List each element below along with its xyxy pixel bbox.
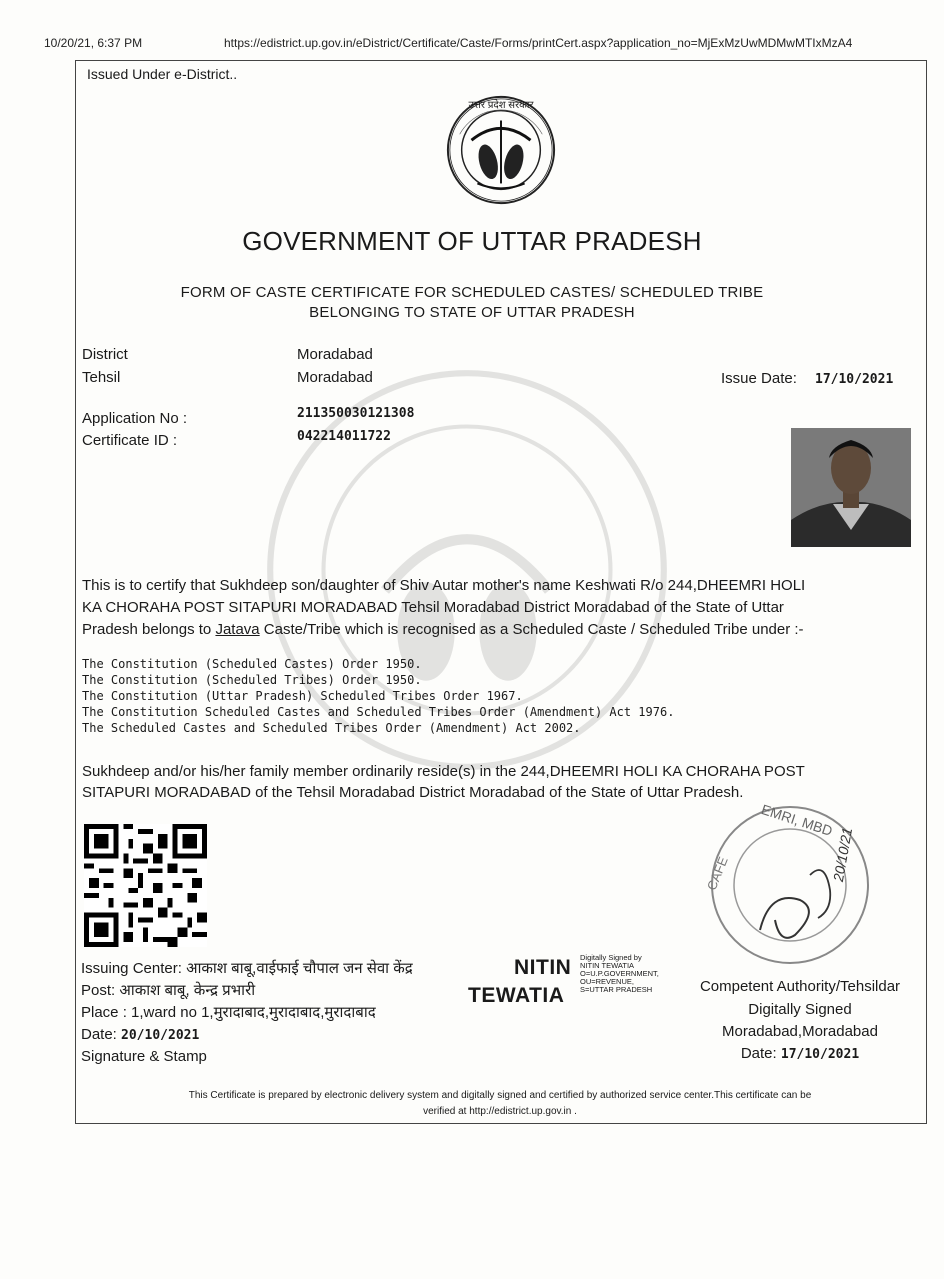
tehsil-label: Tehsil bbox=[82, 369, 121, 386]
applicant-photo bbox=[791, 428, 911, 547]
certify-line2: KA CHORAHA POST SITAPURI MORADABAD Tehsil Moradabad District Moradabad of the State of Uttar bbox=[82, 599, 784, 616]
stamp-text-top: EMRI, MBD bbox=[759, 800, 835, 840]
issued-under: Issued Under e-District.. bbox=[87, 66, 238, 82]
signature-stamp-label: Signature & Stamp bbox=[81, 1048, 207, 1065]
subtitle-line2: BELONGING TO STATE OF UTTAR PRADESH bbox=[309, 304, 635, 321]
authority-title: Competent Authority/Tehsildar bbox=[699, 978, 901, 995]
signer-name-last: TEWATIA bbox=[468, 984, 565, 1007]
district-label: District bbox=[82, 346, 128, 363]
district-value: Moradabad bbox=[297, 346, 373, 363]
issuing-post: Post: आकाश बाबू, केन्द्र प्रभारी bbox=[81, 982, 256, 999]
caste-name: Jatava bbox=[215, 621, 260, 638]
subtitle-line1: FORM OF CASTE CERTIFICATE FOR SCHEDULED CASTES/ SCHEDULED TRIBE bbox=[180, 284, 764, 301]
signer-name-first: NITIN bbox=[514, 956, 572, 979]
footer-note: This Certificate is prepared by electronic delivery system and digitally signed and certified by authorized service center.This certificate can be verified at http://edistrict.up.gov.in . bbox=[188, 1090, 812, 1117]
reside-line1: Sukhdeep and/or his/her family member ordinarily reside(s) in the 244,DHEEMRI HOLI KA CHORAHA POST bbox=[82, 763, 805, 780]
authority-place: Moradabad,Moradabad bbox=[722, 1023, 878, 1040]
handwritten-date: 20/10/21 bbox=[830, 826, 856, 883]
issuing-center: Issuing Center: आकाश बाबू,वाईफाई चौपाल जन सेवा केंद्र bbox=[81, 960, 413, 977]
order-item: The Constitution Scheduled Castes and Scheduled Tribes Order (Amendment) Act 1976. bbox=[82, 705, 675, 719]
emblem-text: उत्तर प्रदेश सरकार bbox=[468, 100, 534, 111]
authority-signed: Digitally Signed bbox=[748, 1001, 852, 1018]
certificate-id-label: Certificate ID : bbox=[82, 432, 178, 449]
stamp-text-side: CAFE bbox=[703, 854, 731, 893]
page-title: GOVERNMENT OF UTTAR PRADESH bbox=[242, 226, 702, 256]
tehsil-value: Moradabad bbox=[297, 369, 373, 386]
order-item: The Constitution (Uttar Pradesh) Scheduled Tribes Order 1967. bbox=[82, 689, 523, 703]
digital-signature-details: Digitally Signed by NITIN TEWATIA O=U.P.GOVERNMENT, OU=REVENUE, S=UTTAR PRADESH bbox=[580, 953, 659, 994]
qr-code bbox=[80, 824, 211, 947]
certificate-id-value: 042214011722 bbox=[297, 429, 391, 444]
order-item: The Constitution (Scheduled Tribes) Order 1950. bbox=[82, 673, 422, 687]
application-no-label: Application No : bbox=[82, 410, 188, 427]
issuing-place: Place : 1,ward no 1,मुरादाबाद,मुरादाबाद,मुरादाबाद bbox=[81, 1004, 376, 1021]
issuing-date: Date: 20/10/2021 bbox=[81, 1026, 200, 1043]
certify-line3: Pradesh belongs to Jatava Caste/Tribe which is recognised as a Scheduled Caste / Scheduled Tribe under :- bbox=[82, 621, 804, 638]
print-url: https://edistrict.up.gov.in/eDistrict/Certificate/Caste/Forms/printCert.aspx?application_no=MjExMzUwMDMwMTIxMzA4 bbox=[224, 36, 853, 50]
application-no-value: 211350030121308 bbox=[297, 406, 415, 421]
print-datetime: 10/20/21, 6:37 PM bbox=[44, 36, 143, 50]
issue-date-label: Issue Date: bbox=[721, 370, 797, 387]
order-item: The Constitution (Scheduled Castes) Order 1950. bbox=[82, 657, 422, 671]
reside-line2: SITAPURI MORADABAD of the Tehsil Moradabad District Moradabad of the State of Uttar Pradesh. bbox=[82, 784, 744, 801]
authority-date: Date: 17/10/2021 bbox=[740, 1045, 860, 1062]
issue-date-value: 17/10/2021 bbox=[815, 372, 894, 387]
certify-line1: This is to certify that Sukhdeep son/daughter of Shiv Autar mother's name Keshwati R/o 244,DHEEMRI HOLI bbox=[82, 577, 806, 594]
order-item: The Scheduled Castes and Scheduled Tribes Order (Amendment) Act 2002. bbox=[82, 721, 581, 735]
